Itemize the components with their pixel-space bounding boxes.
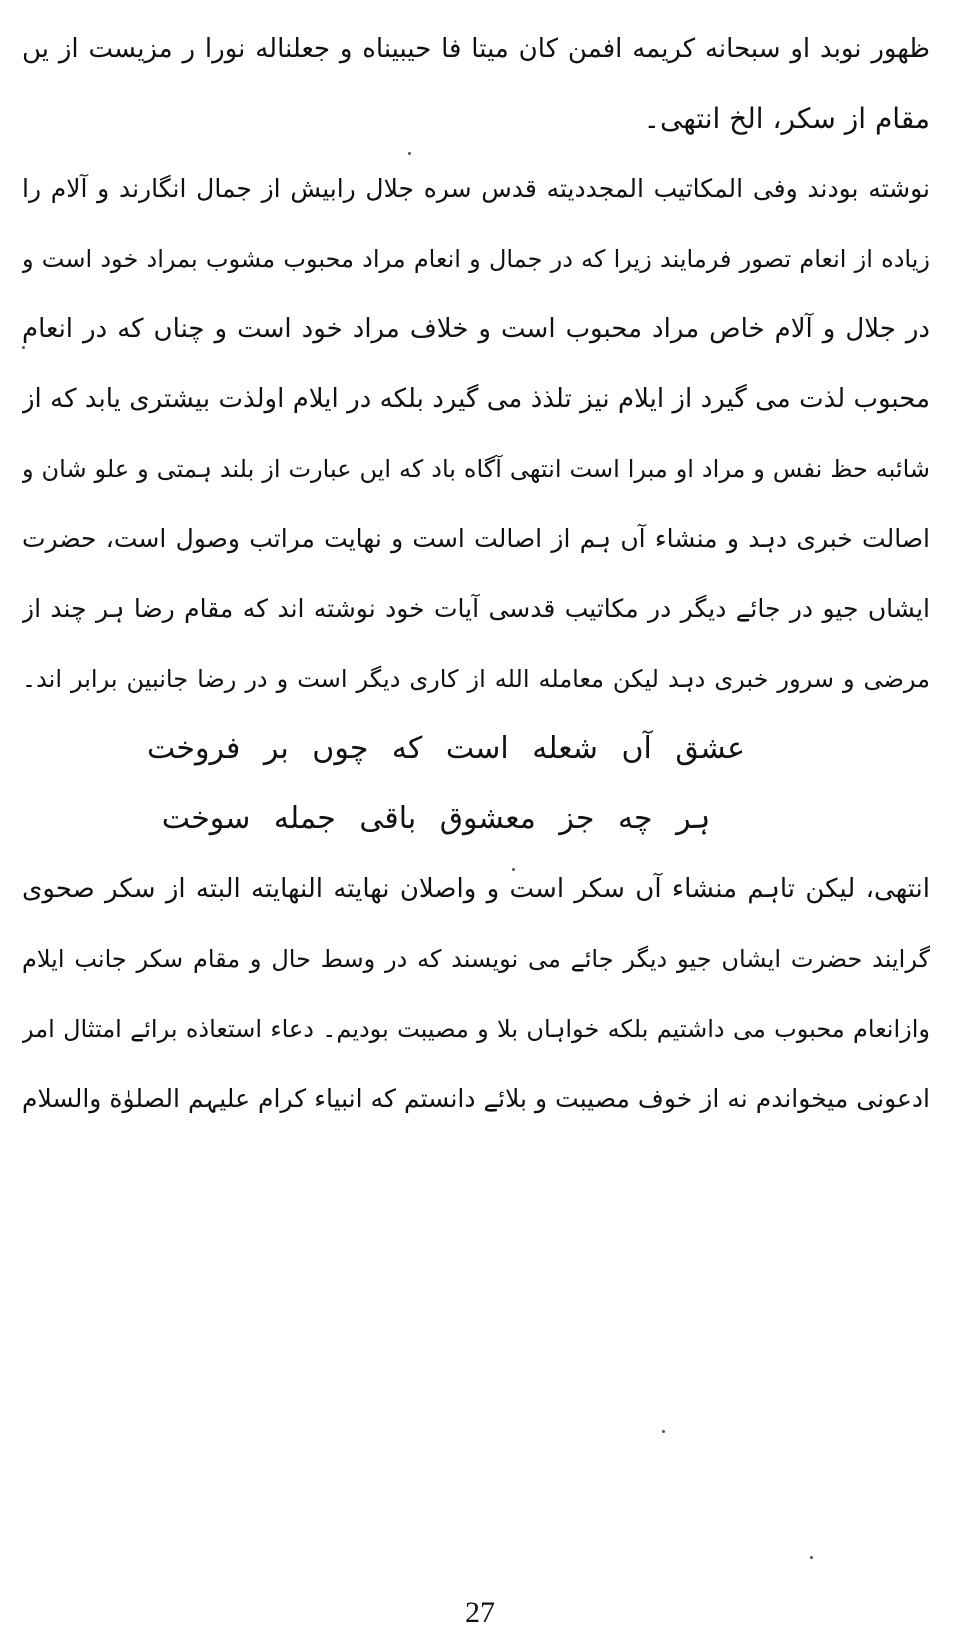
page-number: 27 <box>465 1596 495 1629</box>
text-line: مرضی و سرور خبری دہد لیکن معامله الله از کاری دیگر است و در رضا جانبین برابر اند۔ <box>22 665 930 693</box>
text-line: در جلال و آلام خاص مراد محبوب است و خلاف مراد خود است و چناں که در انعام <box>22 314 930 344</box>
text-line: ایشاں جیو در جائے دیگر در مکاتیب قدسی آیات خود نوشته اند که مقام رضا ہر چند از <box>22 594 930 623</box>
verse-line: ہر چه جز معشوق باقی جمله سوخت <box>161 801 711 836</box>
scan-speck <box>512 868 515 871</box>
text-line: اصالت خبری دہد و منشاء آں ہم از اصالت است و نهایت مراتب وصول است، حضرت <box>22 524 930 553</box>
scan-speck <box>810 1556 813 1559</box>
text-line: انتهی، لیکن تاہم منشاء آں سکر است و واصلان نهایته النهایته البته از سکر صحوی <box>22 874 930 904</box>
text-line: نوشته بودند وفی المکاتیب المجددیته قدس سره جلال رابیش از جمال انگارند و آلام را <box>22 174 930 203</box>
verse-line: عشق آں شعله است که چوں بر فروخت <box>146 731 746 766</box>
text-line: ظهور نوبد او سبحانه کریمه افمن کان میتا فا حیبیناه و جعلناله نورا ر مزیست از یں <box>22 34 930 64</box>
text-line: ادعونی میخواندم نه از خوف مصیبت و بلائے دانستم که انبیاء کرام علیہم الصلوٰة والسلام <box>22 1084 930 1113</box>
scan-speck <box>408 152 411 155</box>
scan-speck <box>662 1430 665 1433</box>
text-line: وازانعام محبوب می داشتیم بلکه خواہاں بلا و مصیبت بودیم۔ دعاء استعاذه برائے امتثال امر <box>22 1015 930 1043</box>
text-line: شائبه حظ نفس و مراد او مبرا است انتهی آگاه باد که ایں عبارت از بلند ہمتی و علو شان و <box>22 455 930 483</box>
text-line: گرایند حضرت ایشاں جیو دیگر جائے می نویسند که در وسط حال و مقام سکر جانب ایلام <box>22 945 930 973</box>
text-line: زیاده از انعام تصور فرمایند زیرا که در جمال و انعام مراد محبوب مشوب بمراد خود است و <box>22 245 930 273</box>
scan-speck <box>22 346 25 349</box>
body-text <box>22 14 930 1134</box>
text-line: محبوب لذت می گیرد از ایلام نیز تلذذ می گیرد بلکه در ایلام اولذت بیشتری یابد که از <box>22 384 930 414</box>
text-line: مقام از سکر، الخ انتهی۔ <box>643 102 930 135</box>
